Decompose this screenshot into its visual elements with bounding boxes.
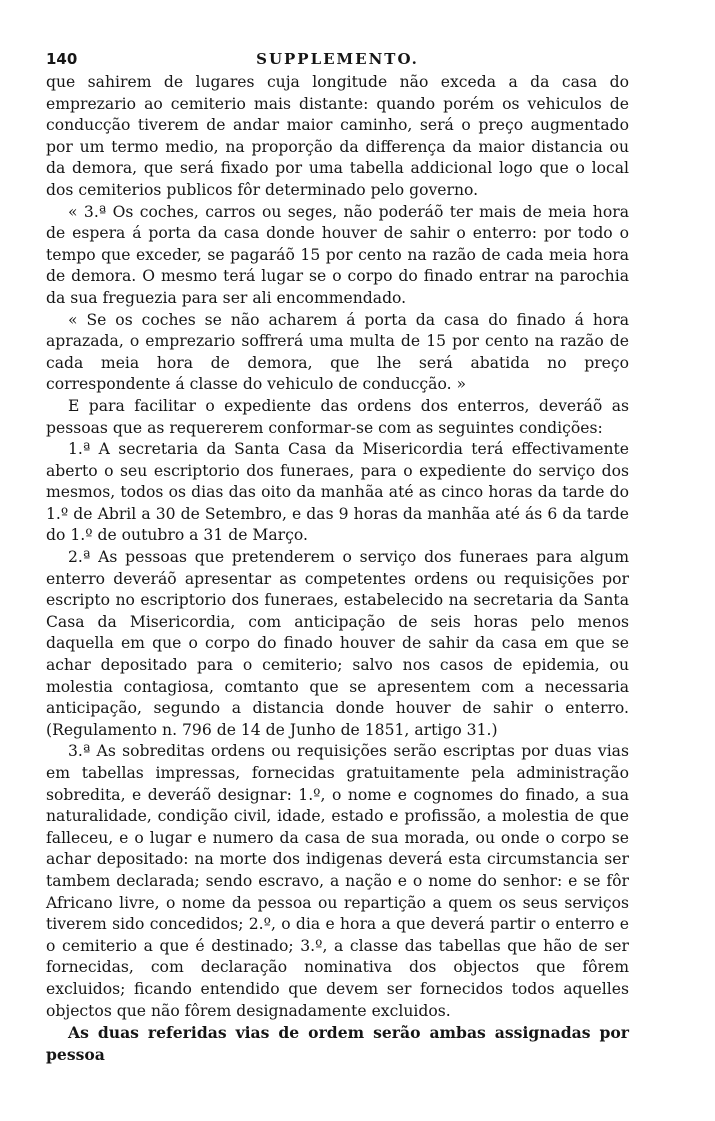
paragraph-closing: As duas referidas vias de ordem serão ambas assignadas por pessoa [46, 1023, 629, 1064]
paragraph-condition-2: 2.ª As pessoas que pretenderem o serviço dos funeraes para algum enterro deveráõ apresentar as competentes ordens ou requisições por escripto no escriptorio dos funeraes, estabelecido na secretaria da Santa Casa da Misericordia, com anticipação de seis horas pelo menos daquella em que o corpo do finado houver de sahir da casa em que se achar depositado para o cemiterio; salvo nos casos de epidemia, ou molestia contagiosa, comtanto que se apresentem com a necessaria anticipação, segundo a distancia donde houver de sahir o enterro. (Regulamento n. 796 de 14 de Junho de 1851, artigo 31.) [46, 548, 629, 739]
paragraph-condition-3: 3.ª As sobreditas ordens ou requisições serão escriptas por duas vias em tabellas impressas, fornecidas gratuitamente pela administração sobredita, e deveráõ designar: 1.º, o nome e cognomes do finado, a sua naturalidade, condição civil, idade, estado e profissão, a molestia de que falleceu, e o lugar e numero da casa de sua morada, ou onde o corpo se achar depositado: na morte dos indigenas deverá esta circumstancia ser tambem declarada; sendo escravo, a nação e o nome do senhor: e se fôr Africano livre, o nome da pessoa ou repartição a quem os seus serviços tiverem sido concedidos; 2.º, o dia e hora a que deverá partir o enterro e o cemiterio a que é destinado; 3.º, a classe das tabellas que hão de ser fornecidas, com declaração nominativa dos objectos que fôrem excluidos; ficando entendido que devem ser fornecidos todos aquelles objectos que não fôrem designadamente excluidos. [46, 742, 629, 1020]
running-head [46, 50, 629, 72]
paragraph-condition-1: 1.ª A secretaria da Santa Casa da Misericordia terá effectivamente aberto o seu escriptorio dos funeraes, para o expediente do serviço dos mesmos, todos os dias das oito da manhãa até as cinco horas da tarde do 1.º de Abril a 30 de Setembro, e das 9 horas da manhãa até ás 6 da tarde do 1.º de outubro a 31 de Março. [46, 440, 629, 545]
page-number: 140 [46, 50, 78, 68]
paragraph-conditions-intro: E para facilitar o expediente das ordens dos enterros, deveráõ as pessoas que as requererem conformar-se com as seguintes condições: [46, 396, 629, 437]
paragraph-continuation: que sahirem de lugares cuja longitude não exceda a da casa do emprezario ao cemiterio mais distante: quando porém os vehiculos de conducção tiverem de andar maior caminho, será o preço augmentado por um termo medio, na proporção da differença da maior distancia ou da demora, que será fixado por uma tabella addicional logo que o local dos cemiterios publicos fôr determinado pelo governo. [46, 73, 629, 199]
paragraph-coach-penalty: « Se os coches se não acharem á porta da casa do finado á hora aprazada, o emprezario soffrerá uma multa de 15 por cento na razão de cada meia hora de demora, que lhe será abatida no preço correspondente á classe do vehiculo de conducção. » [46, 310, 629, 394]
page [46, 50, 629, 1065]
body-text [46, 72, 629, 1065]
paragraph-clause-3-coaches: « 3.ª Os coches, carros ou seges, não poderáõ ter mais de meia hora de espera á porta da casa donde houver de sahir o enterro: por todo o tempo que exceder, se pagaráõ 15 por cento na razão de cada meia hora de demora. O mesmo terá lugar se o corpo do finado entrar na parochia da sua freguezia para ser ali encommendado. [46, 202, 629, 307]
running-title: SUPPLEMENTO. [256, 50, 419, 68]
